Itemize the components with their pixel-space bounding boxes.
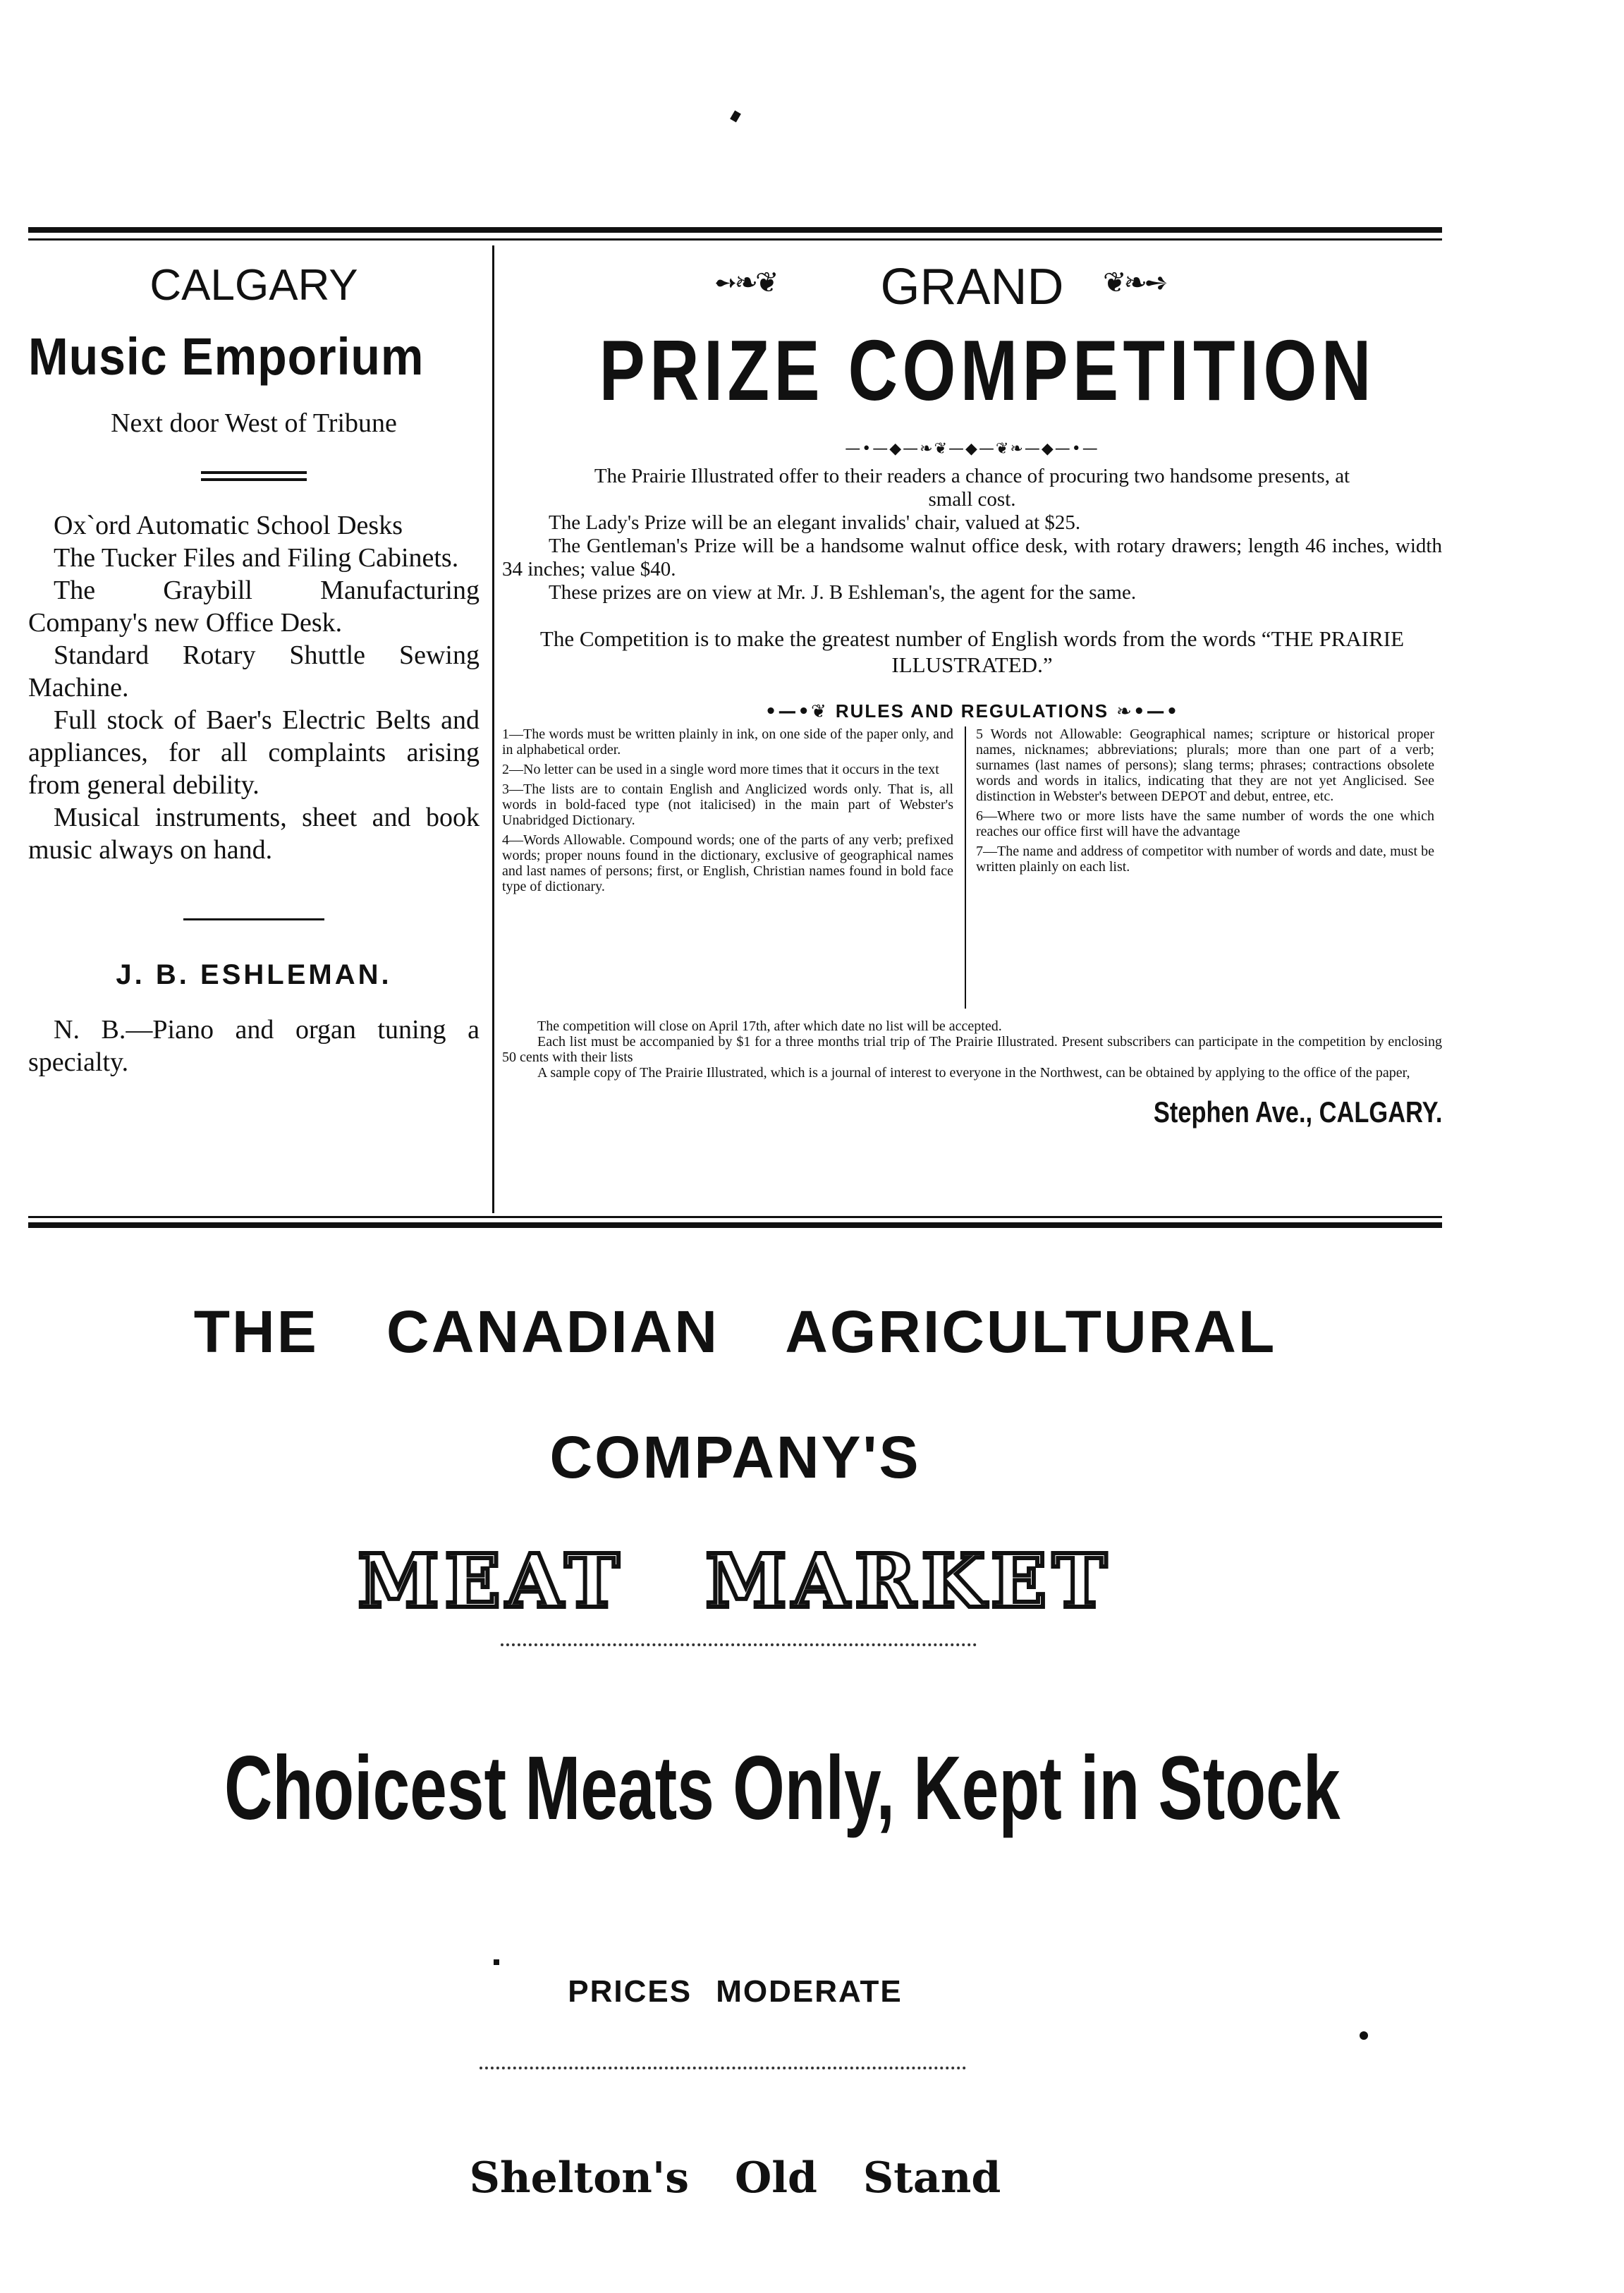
meat-market-title: MEAT MARKET [358,1538,1113,1624]
location-line: Shelton's Old Stand [469,2153,1001,2203]
tuning-note: N. B.—Piano and organ tuning a specialty. [28,1015,480,1077]
store-location: Next door West of Tribune [111,408,397,438]
left-separator-rule [183,918,324,920]
rule-item: 7—The name and address of competitor with number of words and date, must be written plainly on each list. [976,844,1434,875]
rules-column-divider [965,726,966,1009]
closing-paragraph: The competition will close on April 17th, after which date no list will be accepted. [537,1018,1002,1034]
rules-heading: RULES AND REGULATIONS [835,700,1109,722]
left-flourish-icon: ➻❧❦ [714,267,776,299]
top-rule-thick [28,227,1442,233]
rules-right-column [976,726,1434,879]
rule-item: 4—Words Allowable. Compound words; one of the parts of any verb; prefixed words; proper nouns found in the dictionary, exclusive of geographical names and last names of persons; first, or English, Christian names found in bold face type of dictionary. [502,832,953,894]
prize-title: PRIZE COMPETITION [599,322,1376,418]
intro-text [502,465,1442,604]
intro-paragraph: The Lady's Prize will be an elegant invalids' chair, valued at $25. [549,511,1081,534]
rules-left-ornament-icon: •—•❦ [764,701,836,722]
stray-mark [730,110,741,122]
slogan-wrap [28,1739,1442,1838]
closing-paragraph: Each list must be accompanied by $1 for a three months trial trip of The Prairie Illustrated. Present subscribers can participate in the competition by enclosing 50 cents with their lists [502,1034,1442,1065]
stray-speck [1360,2031,1368,2040]
rule-item: 3—The lists are to contain English and Anglicized words only. That is, all words in bold-faced type (not italicised) in the main part of Webster's Unabridged Dictionary. [502,781,953,828]
top-rule-thin [28,238,1442,241]
ornament-divider-icon: —•—◆—❧❦—◆—❦❧—◆—•— [845,440,1099,458]
music-emporium-ad [28,261,480,1078]
product-paragraph: Standard Rotary Shuttle Sewing Machine. [28,640,480,703]
middle-rule-thick [28,1222,1442,1228]
stray-speck [494,1959,499,1965]
competition-text: The Competition is to make the greatest number of English words from the words “THE PRAIRIE ILLUSTRATED.” [539,626,1405,677]
prices-line: PRICES MODERATE [568,1974,903,2009]
product-paragraph: Ox`ord Automatic School Desks [54,511,403,540]
competition-address: Stephen Ave., CALGARY. [1153,1095,1442,1129]
prize-competition-ad [502,261,1442,1130]
rule-item: 2—No letter can be used in a single word more times that it occurs in the text [502,762,939,777]
intro-paragraph: The Gentleman's Prize will be a handsome walnut office desk, with rotary drawers; length 46 inches, width 34 inches; value $40. [502,535,1442,580]
closing-text [502,1018,1442,1081]
rule-item: 6—Where two or more lists have the same number of words the one which reaches our office first will have the advantage [976,808,1434,839]
rules-left-column [502,726,953,899]
dotted-rule-bottom [480,2067,966,2069]
product-list [28,509,480,866]
intro-paragraph: The Prairie Illustrated offer to their readers a chance of procuring two handsome presents, at small cost. [594,465,1350,511]
company-name-line: THE CANADIAN AGRICULTURAL [193,1298,1277,1365]
intro-paragraph: These prizes are on view at Mr. J. B Eshleman's, the agent for the same. [549,581,1137,604]
rule-item: 5 Words not Allowable: Geographical names; scripture or historical proper names, nicknames; abbreviations; plurals; more than one part of a verb; surnames (last names of persons); slang terms; phrases; contractions obsolete words and words in italics, indicating that they are not yet Anglicised. See distinction in Webster's between DEPOT and debut, entree, etc. [976,726,1434,804]
slogan: Choicest Meats Only, Kept in Stock [224,1738,1341,1839]
rule-item: 1—The words must be written plainly in ink, on one side of the paper only, and in alphabetical order. [502,726,953,758]
closing-paragraph: A sample copy of The Prairie Illustrated, which is a journal of interest to everyone in the Northwest, can be obtained by applying to the office of the paper, [537,1065,1410,1081]
address-wrap [502,1095,1442,1130]
column-divider [492,245,494,1213]
right-flourish-icon: ❦❧➺ [1103,267,1166,299]
product-paragraph: The Tucker Files and Filing Cabinets. [54,543,459,573]
dotted-rule-top [501,1643,977,1646]
meat-market-ad [28,1298,1442,2203]
store-name: Music Emporium [28,327,425,386]
city-heading: CALGARY [149,261,358,310]
product-paragraph: The Graybill Manufacturing Company's new Office Desk. [28,576,480,638]
rules-heading-wrap [502,700,1442,722]
grand-word: GRAND [880,259,1064,315]
product-paragraph: Musical instruments, sheet and book music always on hand. [28,803,480,865]
rules-right-ornament-icon: ❧•—• [1109,701,1180,722]
product-paragraph: Full stock of Baer's Electric Belts and appliances, for all complaints arising from general debility. [28,705,480,800]
rules-columns [502,726,1442,1016]
middle-rule-thin [28,1216,1442,1218]
company-possessive-line: COMPANY'S [549,1424,921,1490]
grand-heading [502,261,1442,313]
prize-title-wrap [502,324,1442,416]
proprietor-name: J. B. ESHLEMAN. [116,959,392,990]
short-double-rule [201,471,307,481]
